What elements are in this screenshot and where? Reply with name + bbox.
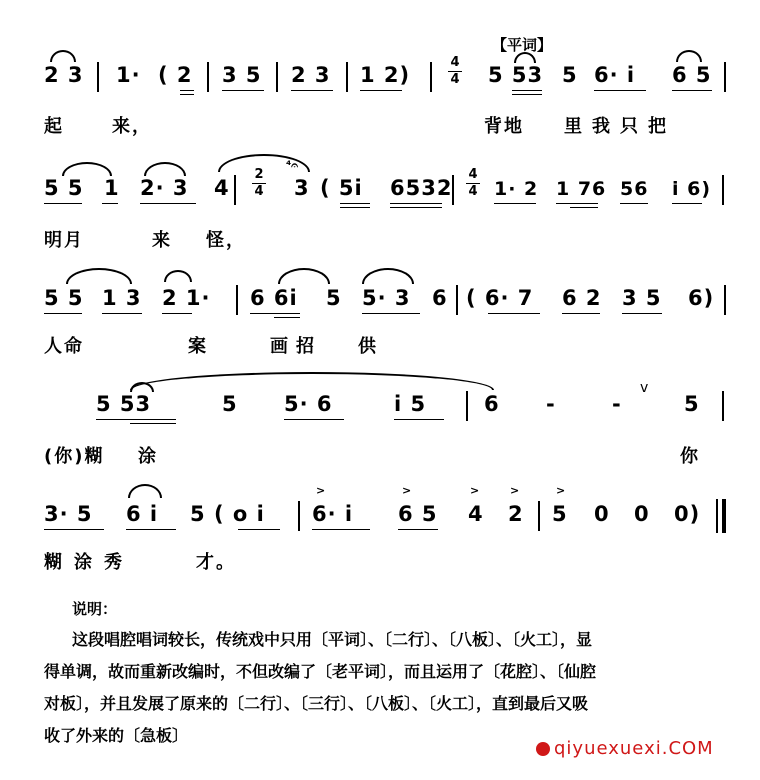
bar-line [207, 62, 209, 92]
accent-mark: > [510, 484, 520, 497]
tie-slur [66, 268, 132, 284]
time-signature [448, 56, 462, 87]
section-tag: 【平词】 [492, 36, 553, 54]
note-group: 6 6i [250, 286, 298, 310]
underline [390, 203, 442, 204]
underline [622, 313, 662, 314]
bar-line [430, 62, 432, 92]
underline [250, 313, 300, 314]
lyric: (你)糊 [44, 446, 105, 467]
underline [562, 313, 600, 314]
underline [556, 203, 598, 204]
underline [362, 313, 420, 314]
time-sig-top: 2 [254, 167, 264, 182]
bar-line [298, 501, 300, 531]
time-sig-bottom: 4 [254, 184, 264, 199]
tie-slur [128, 484, 162, 498]
underline [102, 203, 118, 204]
lyric: 案 [188, 336, 208, 357]
underline [570, 207, 598, 208]
accent-mark: > [402, 484, 412, 497]
note-group: 3 5 [222, 63, 262, 87]
bar-line [234, 175, 236, 205]
note-group: - [612, 392, 622, 416]
underline [162, 313, 192, 314]
lyric: 背地 [484, 116, 524, 137]
note-group: 3 5 [622, 286, 662, 310]
underline [512, 90, 542, 91]
bar-line [724, 285, 726, 315]
lyric: 供 [358, 336, 378, 357]
bar-line [452, 175, 454, 205]
tie-slur [278, 268, 330, 284]
note-group: 6 i [126, 502, 159, 526]
lyric: 画招 [270, 336, 322, 357]
time-signature [466, 168, 480, 199]
lyric: 来 [152, 230, 172, 251]
note-group: 5 53 [96, 392, 152, 416]
note-group: 56 [620, 178, 649, 200]
underline [360, 90, 402, 91]
underline [340, 203, 370, 204]
note-group: 6· i [312, 502, 354, 526]
note-group: 4 [214, 176, 230, 200]
note-group: i 5 [394, 392, 427, 416]
underline [312, 529, 370, 530]
note-group: 5 [562, 63, 578, 87]
note-group: 2 [508, 502, 524, 526]
underline [672, 203, 702, 204]
lyric: 涂 [138, 446, 158, 467]
note-group: 1· [116, 63, 141, 87]
note-group: i 6) [672, 178, 712, 200]
note-group: 5· 3 [362, 286, 411, 310]
tie-slur [50, 50, 76, 62]
note-group: 1· 2 [494, 178, 539, 200]
fermata-icon: ⁴𝄐 [286, 158, 298, 172]
lyric: 里我只把 [564, 116, 676, 137]
underline [488, 313, 540, 314]
note-group: 5· 6 [284, 392, 333, 416]
explanation-line: 得单调，故而重新改编时，不但改编了〔老平词〕，而且运用了〔花腔〕、〔仙腔 [44, 662, 597, 681]
underline [180, 90, 194, 91]
underline [44, 313, 82, 314]
note-group: 5 53 [488, 63, 544, 87]
time-sig-top: 4 [468, 167, 478, 182]
note-group: 5 [552, 502, 568, 526]
bar-line [538, 501, 540, 531]
note-group: 6 2 [562, 286, 602, 310]
note-group: 2 3 [291, 63, 331, 87]
explanation-line: 对板〕，并且发展了原来的〔二行〕、〔三行〕、〔八板〕、〔火工〕，直到最后又吸 [44, 694, 589, 713]
underline [238, 529, 280, 530]
lyric: 人命 [44, 336, 84, 357]
underline [274, 317, 300, 318]
underline [672, 90, 712, 91]
underline [222, 90, 264, 91]
breath-mark: v [640, 380, 649, 396]
time-sig-top: 4 [450, 55, 460, 70]
underline [620, 203, 648, 204]
underline [512, 94, 542, 95]
bar-line [276, 62, 278, 92]
lyric: 糊涂秀 [44, 552, 134, 573]
explanation-line: 这段唱腔唱词较长，传统戏中只用〔平词〕、〔二行〕、〔八板〕、〔火工〕，显 [72, 630, 593, 649]
note-group: 3 [294, 176, 310, 200]
explanation-title: 说明： [72, 600, 118, 618]
note-group: 5 [326, 286, 342, 310]
time-sig-bottom: 4 [468, 184, 478, 199]
note-group: 5 5 [44, 176, 84, 200]
underline [494, 203, 536, 204]
note-group: ( 2 [158, 63, 193, 87]
underline [284, 419, 344, 420]
note-group: - [546, 392, 556, 416]
tie-slur [362, 268, 414, 284]
note-group: 0) [674, 502, 701, 526]
time-signature [252, 168, 266, 199]
note-group: 1 [104, 176, 120, 200]
lyric: 明月 [44, 230, 84, 251]
underline [140, 203, 196, 204]
watermark-logo-icon [536, 742, 550, 756]
underline [44, 529, 104, 530]
lyric: 才。 [196, 552, 236, 573]
note-group: 0 [594, 502, 610, 526]
underline [96, 419, 176, 420]
explanation-line: 收了外来的〔急板〕 [44, 726, 189, 745]
note-group: 4 [468, 502, 484, 526]
bar-line [724, 62, 726, 92]
lyric: 来， [112, 116, 152, 137]
lyric: 起 [44, 116, 64, 137]
underline [44, 203, 82, 204]
underline [340, 207, 370, 208]
underline [126, 529, 176, 530]
underline [291, 90, 333, 91]
bar-line [466, 391, 468, 421]
underline [594, 90, 646, 91]
accent-mark: > [470, 484, 480, 497]
note-group: ( 5i [320, 176, 363, 200]
time-sig-bottom: 4 [450, 72, 460, 87]
lyric: 怪， [206, 230, 246, 251]
tie-slur [164, 270, 192, 282]
underline [130, 423, 176, 424]
lyric: 你 [680, 446, 700, 467]
bar-line [236, 285, 238, 315]
underline [180, 94, 194, 95]
underline [102, 313, 142, 314]
bar-line [97, 62, 99, 92]
bar-line [456, 285, 458, 315]
tie-slur [62, 162, 112, 176]
note-group: 6 [432, 286, 448, 310]
bar-line [722, 391, 724, 421]
note-group: ( o i [214, 502, 265, 526]
bar-line [346, 62, 348, 92]
underline [394, 419, 444, 420]
underline [390, 207, 442, 208]
note-group: 6 5 [672, 63, 712, 87]
note-group: 5 [190, 502, 206, 526]
note-group: 2 3 [44, 63, 84, 87]
accent-mark: > [556, 484, 566, 497]
note-group: 6 [484, 392, 500, 416]
tie-slur [144, 162, 186, 176]
note-group: 2 1· [162, 286, 211, 310]
note-group: 6) [688, 286, 715, 310]
note-group: 6532 [390, 176, 453, 200]
note-group: 5 [684, 392, 700, 416]
note-group: 5 5 [44, 286, 84, 310]
note-group: 3· 5 [44, 502, 93, 526]
tie-slur [676, 50, 702, 62]
underline [398, 529, 438, 530]
accent-mark: > [316, 484, 326, 497]
note-group: 1 2) [360, 63, 411, 87]
note-group: 1 76 [556, 178, 607, 200]
note-group: ( 6· 7 [466, 286, 534, 310]
note-group: 2· 3 [140, 176, 189, 200]
final-bar-line [722, 499, 726, 533]
bar-line [722, 175, 724, 205]
note-group: 0 [634, 502, 650, 526]
note-group: 6· i [594, 63, 636, 87]
note-group: 5 [222, 392, 238, 416]
watermark-text: qiyuexuexi.COM [554, 738, 714, 759]
note-group: 1 3 [102, 286, 142, 310]
site-watermark [536, 738, 714, 759]
note-group: 6 5 [398, 502, 438, 526]
tie-slur [130, 372, 494, 390]
bar-line [716, 499, 718, 533]
